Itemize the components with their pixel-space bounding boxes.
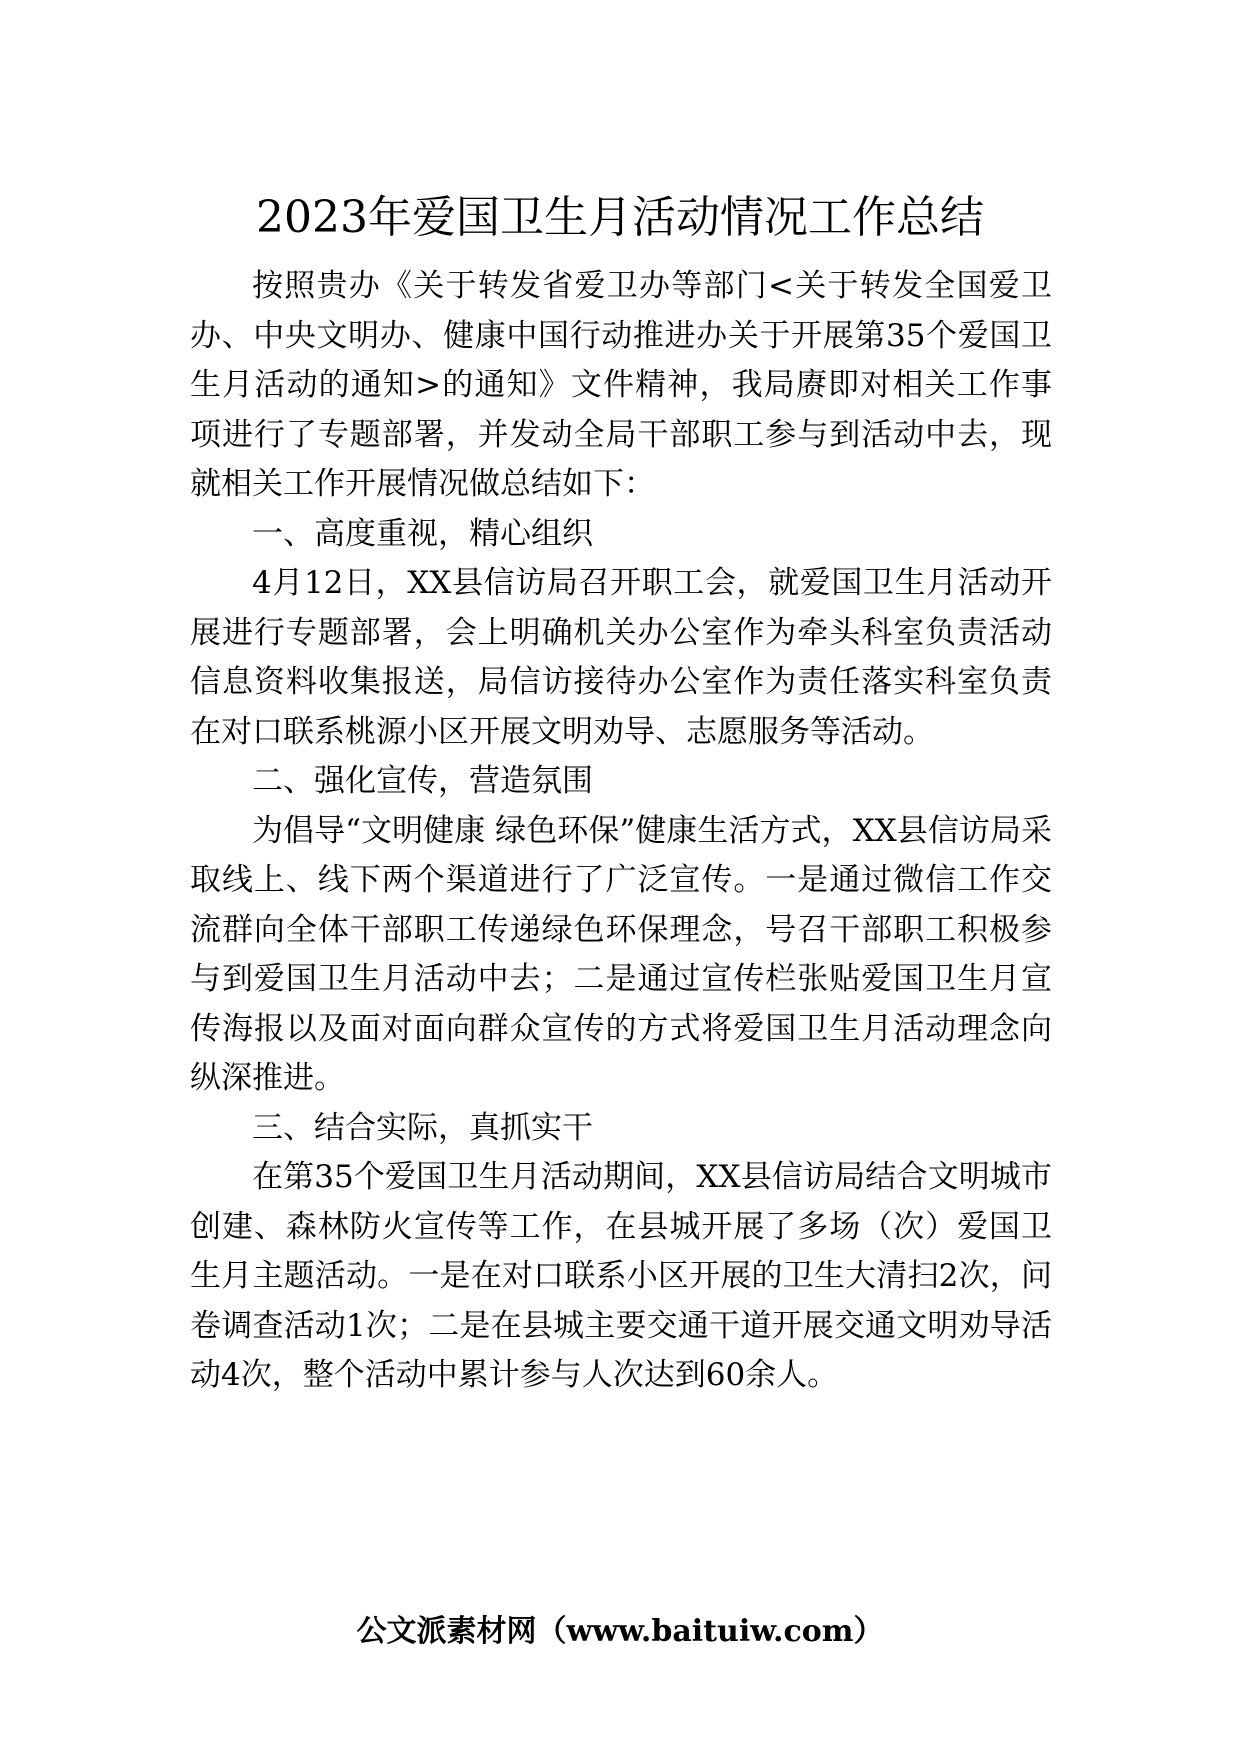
intro-paragraph: 按照贵办《关于转发省爱卫办等部门<关于转发全国爱卫办、中央文明办、健康中国行动推进办关于开展第35个爱国卫生月活动的通知>的通知》文件精神，我局赓即对相关工作事项进行了专题部署，并发动全局干部职工参与到活动中去，现就相关工作开展情况做总结如下： <box>190 268 1052 502</box>
document-title: 2023年爱国卫生月活动情况工作总结 <box>256 192 984 243</box>
section-heading-1: 一、高度重视，精心组织 <box>252 515 593 552</box>
section-paragraph-1: 4月12日，XX县信访局召开职工会，就爱国卫生月活动开展进行专题部署，会上明确机关办公室作为牵头科室负责活动信息资料收集报送，局信访接待办公室作为责任落实科室负责在对口联系桃源小区开展文明劝导、志愿服务等活动。 <box>190 565 1052 750</box>
section-paragraph-2: 为倡导“文明健康 绿色环保”健康生活方式，XX县信访局采取线上、线下两个渠道进行了广泛宣传。一是通过微信工作交流群向全体干部职工传递绿色环保理念，号召干部职工积极参与到爱国卫生月活动中去；二是通过宣传栏张贴爱国卫生月宣传海报以及面对面向群众宣传的方式将爱国卫生月活动理念向纵深推进。 <box>190 812 1052 1096</box>
section-heading-3: 三、结合实际，真抓实干 <box>252 1109 593 1146</box>
section-paragraph-3: 在第35个爱国卫生月活动期间，XX县信访局结合文明城市创建、森林防火宣传等工作，在县城开展了多场（次）爱国卫生月主题活动。一是在对口联系小区开展的卫生大清扫2次，问卷调查活动1次；二是在县城主要交通干道开展交通文明劝导活动4次，整个活动中累计参与人次达到60余人。 <box>190 1159 1052 1393</box>
source-footer: 公文派素材网（www.baituiw.com） <box>356 1614 884 1649</box>
document-body <box>190 262 1052 1401</box>
section-heading-2: 二、强化宣传，营造氛围 <box>252 763 593 799</box>
